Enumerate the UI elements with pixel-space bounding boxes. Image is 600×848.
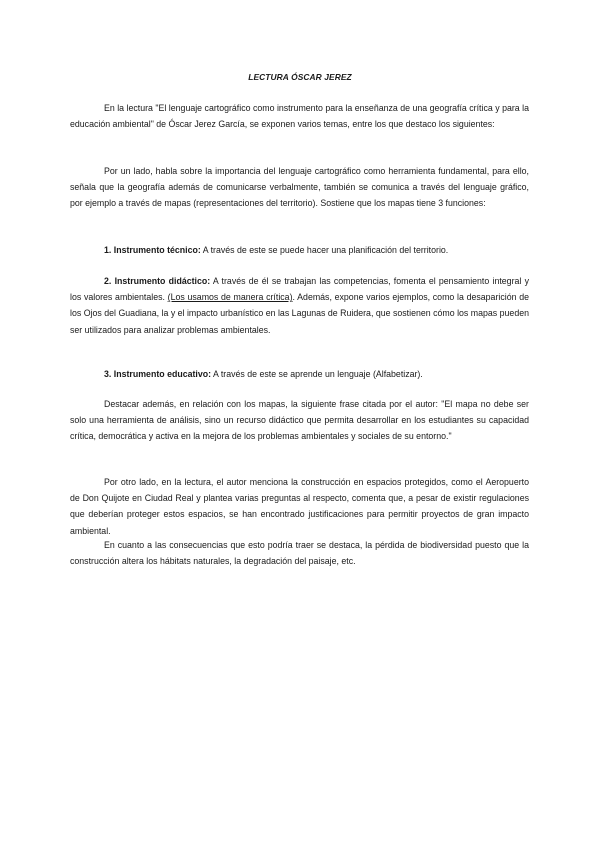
airport-paragraph: Por otro lado, en la lectura, el autor menciona la construcción en espacios protegidos, como el Aeropuerto de Don Quijote en Ciudad Real y plantea varias preguntas al respecto, comenta que, a pesar de existir regulaciones que deberían proteger estos espacios, se han encontrado justificaciones para permitir proyectos de gran impacto ambiental. bbox=[70, 477, 529, 536]
function-text: A través de este se puede hacer una planificación del territorio. bbox=[200, 245, 449, 255]
function-item-educational bbox=[104, 366, 423, 382]
quote-paragraph: Destacar además, en relación con los mapas, la siguiente frase citada por el autor: "El mapa no debe ser solo una herramienta de análisis, sino un recurso didáctico que permita desarrollar en los estudiantes su capacidad crítica, democrática y activa en la mejora de los problemas ambientales y sociales de su entorno." bbox=[70, 399, 529, 442]
function-number: 2. bbox=[104, 276, 112, 286]
function-text: A través de él se trabajan las competencias, fomenta el pensamiento integral y los valores ambientales. bbox=[70, 276, 529, 303]
consequences-paragraph: En cuanto a las consecuencias que esto podría traer se destaca, la pérdida de biodiversidad puesto que la construcción altera los hábitats naturales, la degradación del paisaje, etc. bbox=[70, 540, 529, 567]
function-number: 1. bbox=[104, 245, 112, 255]
document-title: LECTURA ÓSCAR JEREZ bbox=[248, 72, 352, 82]
function-title: Instrumento técnico: bbox=[113, 245, 201, 255]
function-text-continued: . Además, expone varios ejemplos, como la desaparición de los Ojos del Guadiana, la y el impacto urbanístico en las Lagunas de Ruidera, que sostienen cómo los mapas pueden ser utilizados para analizar problemas ambientales. bbox=[70, 292, 529, 335]
function-item-technical bbox=[104, 242, 448, 258]
function-number: 3. bbox=[104, 369, 112, 379]
intro-paragraph: En la lectura "El lenguaje cartográfico como instrumento para la enseñanza de una geografía crítica y para la educación ambiental" de Óscar Jerez García, se exponen varios temas, entre los que destaco los siguientes: bbox=[70, 103, 529, 130]
function-item-didactic bbox=[70, 273, 529, 338]
function-text: A través de este se aprende un lenguaje (Alfabetizar). bbox=[211, 369, 423, 379]
function-title: Instrumento educativo: bbox=[113, 369, 212, 379]
underlined-note: (Los usamos de manera crítica) bbox=[167, 292, 293, 303]
function-title: Instrumento didáctico: bbox=[114, 276, 211, 286]
language-paragraph: Por un lado, habla sobre la importancia del lenguaje cartográfico como herramienta fundamental, para ello, señala que la geografía además de comunicarse verbalmente, también se comunica a través del lenguaje gráfico, por ejemplo a través de mapas (representaciones del territorio). Sostiene que los mapas tiene 3 funciones: bbox=[70, 166, 529, 209]
